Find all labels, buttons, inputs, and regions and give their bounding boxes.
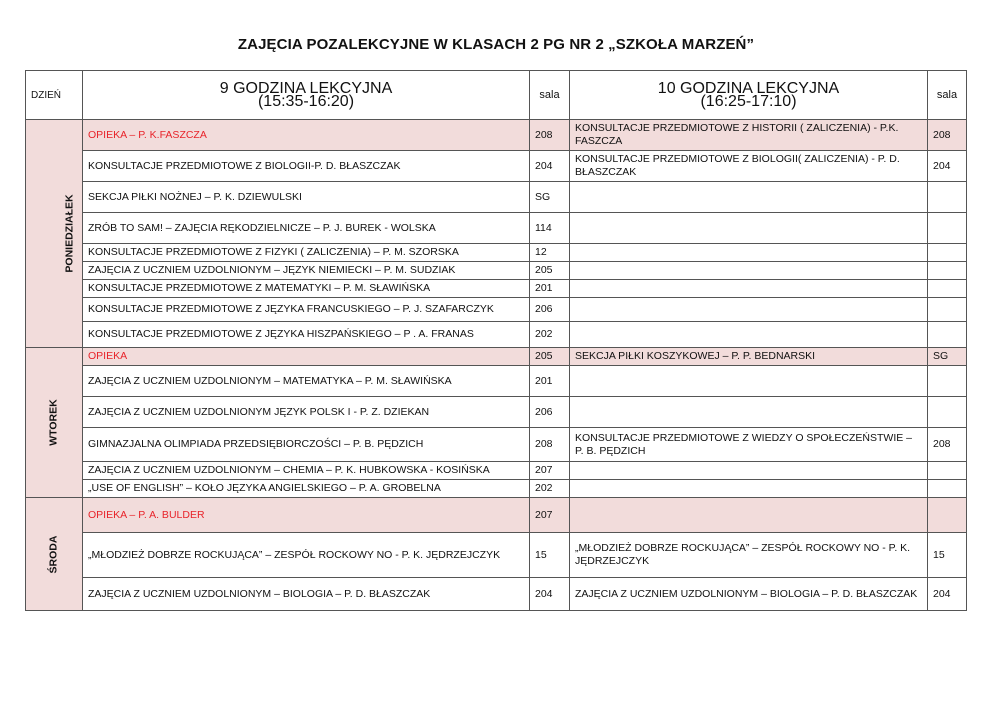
activity-10th-period [570, 322, 928, 348]
room-9th-period: 208 [530, 428, 570, 462]
day-cell [26, 120, 83, 348]
room-9th-period: 201 [530, 280, 570, 298]
room-9th-period: 201 [530, 366, 570, 397]
room-10th-period [928, 262, 967, 280]
schedule-row [26, 322, 967, 348]
header-10th-period-time: (16:25-17:10) [700, 93, 797, 110]
schedule-row [26, 182, 967, 213]
activity-9th-period: „MŁODZIEŻ DOBRZE ROCKUJĄCA” – ZESPÓŁ ROCKOWY NO - P. K. JĘDRZEJCZYK [83, 533, 530, 578]
header-day: DZIEŃ [26, 71, 83, 120]
activity-10th-period [570, 462, 928, 480]
activity-9th-period: ZAJĘCIA Z UCZNIEM UZDOLNIONYM – CHEMIA – P. K. HUBKOWSKA - KOSIŃSKA [83, 462, 530, 480]
day-cell [26, 348, 83, 498]
schedule-row [26, 151, 967, 182]
activity-10th-period: KONSULTACJE PRZEDMIOTOWE Z HISTORII ( ZALICZENIA) - P.K. FASZCZA [570, 120, 928, 151]
activity-10th-period [570, 280, 928, 298]
activity-9th-period: ZAJĘCIA Z UCZNIEM UZDOLNIONYM – JĘZYK NIEMIECKI – P. M. SUDZIAK [83, 262, 530, 280]
activity-10th-period [570, 498, 928, 533]
room-10th-period: 15 [928, 533, 967, 578]
day-label: WTOREK [47, 399, 60, 446]
schedule-row [26, 578, 967, 611]
schedule-row [26, 262, 967, 280]
room-10th-period [928, 322, 967, 348]
activity-10th-period [570, 366, 928, 397]
room-10th-period [928, 498, 967, 533]
room-9th-period: 204 [530, 578, 570, 611]
schedule-row [26, 498, 967, 533]
activity-9th-period: KONSULTACJE PRZEDMIOTOWE Z BIOLOGII-P. D. BŁASZCZAK [83, 151, 530, 182]
activity-9th-period: OPIEKA [83, 348, 530, 366]
room-10th-period [928, 280, 967, 298]
room-9th-period: 202 [530, 480, 570, 498]
room-10th-period: 208 [928, 120, 967, 151]
table-header-row [26, 71, 967, 120]
activity-10th-period: KONSULTACJE PRZEDMIOTOWE Z WIEDZY O SPOŁECZEŃSTWIE – P. B. PĘDZICH [570, 428, 928, 462]
room-10th-period: 204 [928, 151, 967, 182]
header-9th-period-label: 9 GODZINA LEKCYJNA [219, 80, 393, 97]
activity-9th-period: ZAJĘCIA Z UCZNIEM UZDOLNIONYM JĘZYK POLSK I - P. Z. DZIEKAN [83, 397, 530, 428]
room-9th-period: SG [530, 182, 570, 213]
activity-9th-period: ZAJĘCIA Z UCZNIEM UZDOLNIONYM – BIOLOGIA – P. D. BŁASZCZAK [83, 578, 530, 611]
schedule-row [26, 480, 967, 498]
room-9th-period: 206 [530, 298, 570, 322]
header-room-2: sala [928, 71, 967, 120]
activity-9th-period: ZAJĘCIA Z UCZNIEM UZDOLNIONYM – MATEMATYKA – P. M. SŁAWIŃSKA [83, 366, 530, 397]
activity-9th-period: SEKCJA PIŁKI NOŻNEJ – P. K. DZIEWULSKI [83, 182, 530, 213]
schedule-body [26, 120, 967, 611]
page-title: ZAJĘCIA POZALEKCYJNE W KLASACH 2 PG NR 2 „SZKOŁA MARZEŃ” [237, 36, 755, 53]
schedule-row [26, 244, 967, 262]
day-cell [26, 498, 83, 611]
activity-9th-period: KONSULTACJE PRZEDMIOTOWE Z JĘZYKA HISZPAŃSKIEGO – P . A. FRANAS [83, 322, 530, 348]
room-9th-period: 114 [530, 213, 570, 244]
header-9th-period [83, 71, 530, 120]
activity-9th-period: ZRÓB TO SAM! – ZAJĘCIA RĘKODZIELNICZE – P. J. BUREK - WOLSKA [83, 213, 530, 244]
schedule-row [26, 298, 967, 322]
room-10th-period [928, 480, 967, 498]
header-10th-period [570, 71, 928, 120]
schedule-row [26, 348, 967, 366]
activity-10th-period [570, 244, 928, 262]
room-9th-period: 208 [530, 120, 570, 151]
room-9th-period: 202 [530, 322, 570, 348]
header-10th-period-label: 10 GODZINA LEKCYJNA [657, 80, 840, 97]
activity-9th-period: OPIEKA – P. A. BULDER [83, 498, 530, 533]
room-9th-period: 12 [530, 244, 570, 262]
activity-9th-period: KONSULTACJE PRZEDMIOTOWE Z FIZYKI ( ZALICZENIA) – P. M. SZORSKA [83, 244, 530, 262]
header-9th-period-time: (15:35-16:20) [257, 93, 355, 110]
activity-10th-period [570, 182, 928, 213]
schedule-row [26, 280, 967, 298]
activity-10th-period [570, 213, 928, 244]
room-9th-period: 205 [530, 262, 570, 280]
activity-10th-period [570, 397, 928, 428]
room-10th-period: 204 [928, 578, 967, 611]
room-10th-period [928, 213, 967, 244]
activity-9th-period: KONSULTACJE PRZEDMIOTOWE Z JĘZYKA FRANCUSKIEGO – P. J. SZAFARCZYK [83, 298, 530, 322]
schedule-table [25, 70, 967, 611]
activity-9th-period: KONSULTACJE PRZEDMIOTOWE Z MATEMATYKI – P. M. SŁAWIŃSKA [83, 280, 530, 298]
room-9th-period: 205 [530, 348, 570, 366]
activity-10th-period [570, 480, 928, 498]
activity-10th-period: „MŁODZIEŻ DOBRZE ROCKUJĄCA” – ZESPÓŁ ROCKOWY NO - P. K. JĘDRZEJCZYK [570, 533, 928, 578]
room-9th-period: 207 [530, 498, 570, 533]
day-label: PONIEDZIAŁEK [63, 194, 76, 273]
schedule-row [26, 428, 967, 462]
room-10th-period [928, 244, 967, 262]
activity-10th-period: SEKCJA PIŁKI KOSZYKOWEJ – P. P. BEDNARSKI [570, 348, 928, 366]
room-9th-period: 206 [530, 397, 570, 428]
room-9th-period: 207 [530, 462, 570, 480]
room-9th-period: 204 [530, 151, 570, 182]
room-9th-period: 15 [530, 533, 570, 578]
activity-10th-period [570, 298, 928, 322]
room-10th-period: 208 [928, 428, 967, 462]
room-10th-period [928, 462, 967, 480]
schedule-row [26, 366, 967, 397]
room-10th-period: SG [928, 348, 967, 366]
room-10th-period [928, 366, 967, 397]
day-label: ŚRODA [47, 535, 60, 573]
room-10th-period [928, 182, 967, 213]
schedule-row [26, 120, 967, 151]
activity-10th-period: ZAJĘCIA Z UCZNIEM UZDOLNIONYM – BIOLOGIA – P. D. BŁASZCZAK [570, 578, 928, 611]
schedule-row [26, 213, 967, 244]
activity-10th-period [570, 262, 928, 280]
activity-10th-period: KONSULTACJE PRZEDMIOTOWE Z BIOLOGII( ZALICZENIA) - P. D. BŁASZCZAK [570, 151, 928, 182]
schedule-row [26, 462, 967, 480]
room-10th-period [928, 397, 967, 428]
schedule-row [26, 397, 967, 428]
activity-9th-period: GIMNAZJALNA OLIMPIADA PRZEDSIĘBIORCZOŚCI – P. B. PĘDZICH [83, 428, 530, 462]
room-10th-period [928, 298, 967, 322]
schedule-row [26, 533, 967, 578]
activity-9th-period: „USE OF ENGLISH” – KOŁO JĘZYKA ANGIELSKIEGO – P. A. GROBELNA [83, 480, 530, 498]
activity-9th-period: OPIEKA – P. K.FASZCZA [83, 120, 530, 151]
header-room-1: sala [530, 71, 570, 120]
